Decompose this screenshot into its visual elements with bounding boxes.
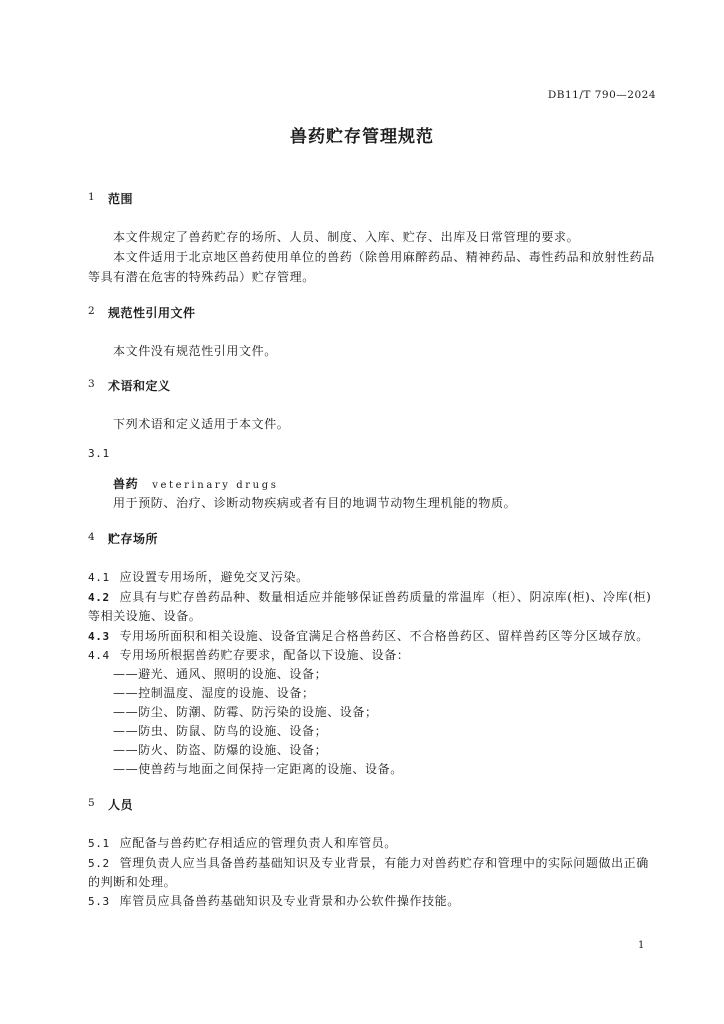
page-number: 1 bbox=[638, 940, 645, 951]
section-title: 人员 bbox=[108, 798, 134, 812]
term-chinese: 兽药 bbox=[113, 477, 139, 491]
clause-continuation: 等相关设施、设备。 bbox=[88, 609, 202, 623]
clause-number: 5.3 bbox=[88, 895, 110, 908]
clause-text: 库管员应具备兽药基础知识及专业背景和办公软件操作技能。 bbox=[119, 894, 460, 908]
clause bbox=[88, 588, 651, 605]
clause bbox=[88, 568, 309, 585]
clause-text: 专用场所面积和相关设施、设备宜满足合格兽药区、不合格兽药区、留样兽药区等分区域存放。 bbox=[119, 629, 649, 643]
section-title: 规范性引用文件 bbox=[108, 306, 196, 320]
clause-text: 应设置专用场所，避免交叉污染。 bbox=[119, 570, 309, 584]
clause-text: 专用场所根据兽药贮存要求，配备以下设施、设备： bbox=[119, 648, 410, 662]
section-number: 5 bbox=[88, 797, 95, 809]
paragraph: 本文件适用于北京地区兽药使用单位的兽药（除兽用麻醉药品、精神药品、毒性药品和放射性药品 bbox=[113, 250, 655, 264]
list-item: ——避光、通风、照明的设施、设备； bbox=[113, 667, 328, 681]
clause bbox=[88, 854, 649, 871]
standard-code: DB11/T 790—2024 bbox=[547, 89, 656, 101]
clause bbox=[88, 834, 397, 851]
section-title: 范围 bbox=[108, 192, 134, 206]
clause-number: 4.1 bbox=[88, 571, 110, 584]
section-number: 3 bbox=[88, 378, 95, 390]
clause bbox=[88, 892, 460, 909]
clause-number: 4.4 bbox=[88, 649, 110, 662]
paragraph: 下列术语和定义适用于本文件。 bbox=[113, 417, 290, 431]
term-english: veterinary drugs bbox=[152, 480, 279, 491]
clause-number: 4.2 bbox=[88, 591, 110, 604]
clause-continuation: 的判断和处理。 bbox=[88, 875, 177, 889]
clause-number: 5.1 bbox=[88, 837, 110, 850]
list-item: ——使兽药与地面之间保持一定距离的设施、设备。 bbox=[113, 762, 403, 776]
clause-number: 4.3 bbox=[88, 630, 110, 643]
paragraph-continuation: 等具有潜在危害的特殊药品）贮存管理。 bbox=[88, 270, 315, 284]
clause bbox=[88, 627, 649, 644]
section-title: 术语和定义 bbox=[108, 379, 171, 393]
term-entry bbox=[113, 475, 278, 492]
paragraph: 本文件规定了兽药贮存的场所、人员、制度、入库、贮存、出库及日常管理的要求。 bbox=[113, 230, 580, 244]
section-number: 4 bbox=[88, 531, 95, 543]
clause-text: 应配备与兽药贮存相适应的管理负责人和库管员。 bbox=[119, 836, 397, 850]
list-item: ——防尘、防潮、防霉、防污染的设施、设备； bbox=[113, 705, 378, 719]
clause-text: 管理负责人应当具备兽药基础知识及专业背景，有能力对兽药贮存和管理中的实际问题做出正确 bbox=[119, 856, 649, 870]
list-item: ——防虫、防鼠、防鸟的设施、设备； bbox=[113, 724, 328, 738]
document-title: 兽药贮存管理规范 bbox=[290, 127, 434, 147]
section-number: 1 bbox=[88, 191, 95, 203]
clause-number: 3.1 bbox=[88, 447, 110, 460]
clause-text: 应具有与贮存兽药品种、数量相适应并能够保证兽药质量的常温库（柜）、阴凉库(柜)、冷库(柜) bbox=[119, 590, 652, 604]
clause bbox=[88, 646, 409, 663]
list-item: ——防火、防盗、防爆的设施、设备； bbox=[113, 743, 328, 757]
paragraph: 本文件没有规范性引用文件。 bbox=[113, 344, 277, 358]
section-number: 2 bbox=[88, 305, 95, 317]
term-definition: 用于预防、治疗、诊断动物疾病或者有目的地调节动物生理机能的物质。 bbox=[113, 496, 517, 510]
clause-number: 5.2 bbox=[88, 857, 110, 870]
section-title: 贮存场所 bbox=[108, 532, 159, 546]
list-item: ——控制温度、湿度的设施、设备； bbox=[113, 686, 315, 700]
